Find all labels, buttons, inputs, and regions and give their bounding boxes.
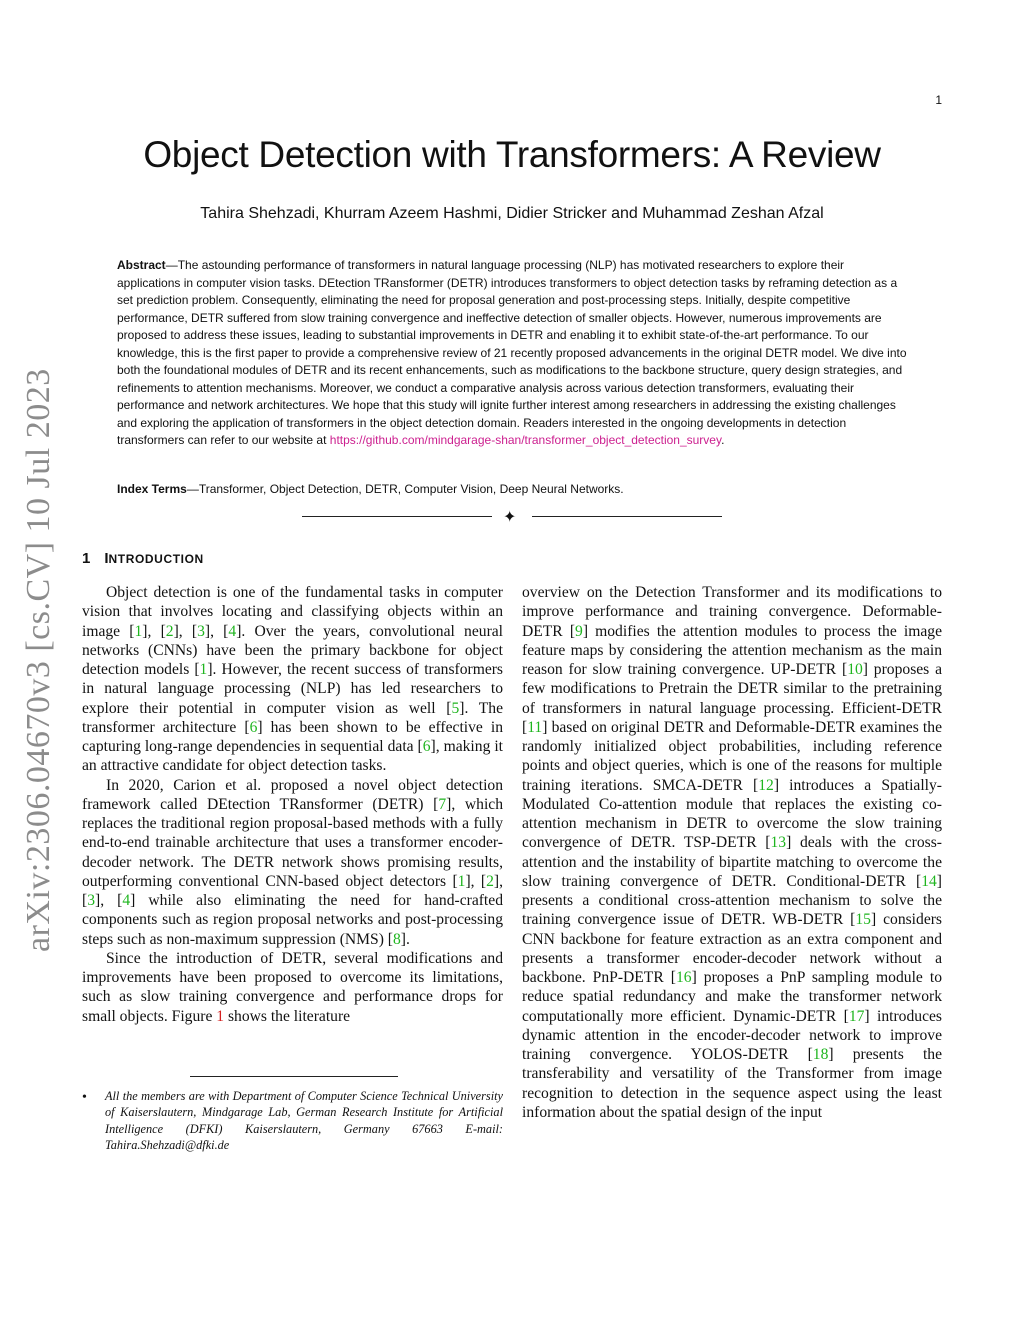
text-run: ] based on original DETR and Deformable-DETR examines the randomly initialized object probabilities, including reference points and object queries, which is one of the reasons for multiple training iterations. SMCA-DETR [ (522, 718, 942, 794)
citation-link[interactable]: 12 (758, 776, 774, 794)
divider-star-icon: ✦ (503, 509, 517, 526)
text-run: Object detection is one of the fundamental tasks in computer vision that involves locating and classifying objects within an image [ (82, 584, 503, 640)
text-run: Since the introduction of DETR, several modifications and improvements have been proposed to overcome its limitations, such as slow training convergence and performance drops for small objects. Figure (82, 949, 503, 1025)
body-column-left (82, 583, 503, 1026)
citation-link[interactable]: 10 (847, 661, 863, 678)
text-run: ], [ (82, 872, 503, 909)
text-run: ], which replaces the traditional region proposal-based methods with a fully end-to-end trainable architecture that uses a transformer encoder-decoder network. The DETR network shows promising results, outperforming conventional CNN-based object detectors [ (82, 795, 503, 890)
text-run: ], [ (95, 892, 123, 909)
citation-link[interactable]: 9 (575, 622, 583, 640)
text-run: ] introduces a Spatially-Modulated Co-attention module that replaces the existing co-attention mechanism in DETR to overcome the slow training convergence of DETR. TSP-DETR [ (522, 776, 942, 852)
text-run: ], [ (465, 872, 487, 890)
footnote-rule (190, 1076, 398, 1077)
body-column-right (522, 583, 942, 1122)
index-terms-label: Index Terms (117, 482, 187, 496)
author-list: Tahira Shehzadi, Khurram Azeem Hashmi, Didier Stricker and Muhammad Zeshan Afzal (200, 205, 824, 222)
citation-link[interactable]: 1 (134, 622, 143, 640)
text-run: ]. However, the recent success of transformers in natural language processing (NLP) has led researchers to explore their potential in computer vision as well [ (82, 661, 504, 717)
abstract-label: Abstract (117, 258, 166, 272)
citation-link[interactable]: 8 (392, 930, 401, 948)
divider-rule-right (532, 516, 722, 517)
figure-ref-link[interactable]: 1 (216, 1007, 225, 1025)
citation-link[interactable]: 4 (122, 892, 131, 909)
divider-rule-left (302, 516, 492, 517)
section-title-initial: I (104, 550, 109, 567)
section-heading (82, 550, 204, 567)
citation-link[interactable]: 11 (527, 718, 543, 736)
text-run: ] has been shown to be effective in capturing long-range dependencies in sequential data [ (82, 718, 504, 755)
footnote-bullet: • (82, 1090, 87, 1105)
citation-link[interactable]: 16 (675, 969, 692, 986)
section-title-rest: NTRODUCTION (108, 552, 204, 566)
text-run: ], making it an attractive candidate for object detection tasks. (82, 738, 503, 775)
citation-link[interactable]: 3 (87, 892, 95, 909)
abstract-text: —The astounding performance of transformers in natural language processing (NLP) has motivated researchers to explore their applications in computer vision tasks. DEtection TRansformer (DETR) introduces transformers to object detection tasks by reframing detection as a set prediction problem. Consequently, eliminating the need for proposal generation and post-processing steps. Initially, despite competitive performance, DETR suffered from slow training convergence and ineffective detection of smaller objects. However, numerous improvements are proposed to address these issues, leading to substantial improvements in DETR and enabling it to exhibit state-of-the-art performance. To our knowledge, this is the first paper to provide a comprehensive review of 21 recently proposed advancements in the original DETR model. We dive into both the foundational modules of DETR and its recent enhancements, such as modifications to the backbone structure, query design strategies, and refinements to attention mechanisms. Moreover, we conduct a comparative analysis across various detection transformers, evaluating their performance and network architectures. We hope that this study will ignite further interest among researchers in addressing the existing challenges and exploring the application of transformers in the object detection domain. Readers interested in the ongoing developments in detection transformers can refer to our website at (117, 258, 907, 447)
section-number: 1 (82, 550, 91, 567)
citation-link[interactable]: 18 (812, 1046, 829, 1063)
citation-link[interactable]: 3 (197, 622, 205, 640)
citation-link[interactable]: 17 (848, 1007, 865, 1025)
text-run: ] introduces dynamic attention in the encoder-decoder network to improve training convergence. YOLOS-DETR [ (522, 1007, 942, 1063)
citation-link[interactable]: 6 (422, 738, 431, 755)
text-run: overview on the Detection Transformer and its modifications to improve performance and training convergence. Deformable-DETR [ (522, 584, 942, 640)
page-number: 1 (935, 93, 942, 107)
text-run: ]. (400, 930, 410, 948)
body-paragraph (82, 583, 503, 776)
text-run: ] proposes a PnP sampling module to reduce spatial redundancy and make the transformer network computationally more efficient. Dynamic-DETR [ (522, 969, 942, 1025)
text-run: ] presents the transferability and versatility of the Transformer from image recognition to detection in the sequence aspect using the least information about the spatial design of the input (522, 1046, 942, 1121)
section-divider (0, 508, 1024, 526)
index-terms (117, 482, 907, 496)
citation-link[interactable]: 5 (451, 699, 460, 717)
citation-link[interactable]: 6 (249, 718, 258, 736)
text-run: ]. The transformer architecture [ (82, 699, 503, 736)
arxiv-identifier: arXiv:2306.04670v3 [cs.CV] 10 Jul 2023 (20, 368, 57, 952)
citation-link[interactable]: 7 (438, 795, 447, 813)
body-paragraph (82, 776, 503, 949)
citation-link[interactable]: 2 (165, 622, 174, 640)
citation-link[interactable]: 13 (770, 834, 787, 852)
text-run: shows the literature (224, 1007, 351, 1025)
text-run: ] modifies the attention modules to process the image feature maps by considering the attention mechanism as the main reason for slow training convergence. UP-DETR [ (522, 622, 942, 678)
abstract-end: . (721, 433, 725, 447)
citation-link[interactable]: 1 (199, 661, 208, 678)
citation-link[interactable]: 14 (921, 872, 937, 890)
text-run: ], [ (173, 622, 198, 640)
text-run: ], [ (142, 622, 166, 640)
text-run: ] considers CNN backbone for feature extraction as an extra component and presents a transformer encoder-decoder network without a backbone. PnP-DETR [ (522, 911, 942, 986)
body-paragraph (522, 583, 942, 1122)
text-run: ], [ (204, 622, 229, 640)
body-paragraph (82, 949, 503, 1026)
text-run: ] proposes a few modifications to Pretrain the DETR similar to the pretraining of transformers in natural language processing. Efficient-DETR [ (522, 661, 942, 736)
footnote-affiliation: All the members are with Department of Computer Science Technical University of Kaiserslautern, Mindgarage Lab, German Research Institute for Artificial Intelligence (DFKI) Kaiserslautern, Germany 67663 E-mail: Tahira.Shehzadi@dfki.de (105, 1089, 503, 1153)
citation-link[interactable]: 1 (457, 872, 466, 890)
text-run: ] while also eliminating the need for hand-crafted components such as region proposal networks and post-processing steps such as non-maximum suppression (NMS) [ (82, 892, 503, 948)
citation-link[interactable]: 4 (228, 622, 237, 640)
abstract (117, 257, 907, 450)
paper-title: Object Detection with Transformers: A Review (143, 134, 881, 175)
index-terms-text: —Transformer, Object Detection, DETR, Computer Vision, Deep Neural Networks. (186, 482, 624, 496)
text-run: ] deals with the cross-attention and the instability of bipartite matching to overcome the slow training convergence of DETR. Conditional-DETR [ (522, 834, 943, 890)
project-link[interactable]: https://github.com/mindgarage-shan/transformer_object_detection_survey (329, 433, 722, 447)
citation-link[interactable]: 15 (855, 911, 871, 929)
text-run: ] presents a conditional cross-attention mechanism to solve the training convergence issue of DETR. WB-DETR [ (522, 872, 942, 929)
text-run: In 2020, Carion et al. proposed a novel object detection framework called DEtection TRansformer (DETR) [ (82, 776, 503, 813)
text-run: ]. Over the years, convolutional neural networks (CNNs) have been the primary backbone for object detection models [ (82, 622, 504, 678)
citation-link[interactable]: 2 (486, 872, 494, 890)
